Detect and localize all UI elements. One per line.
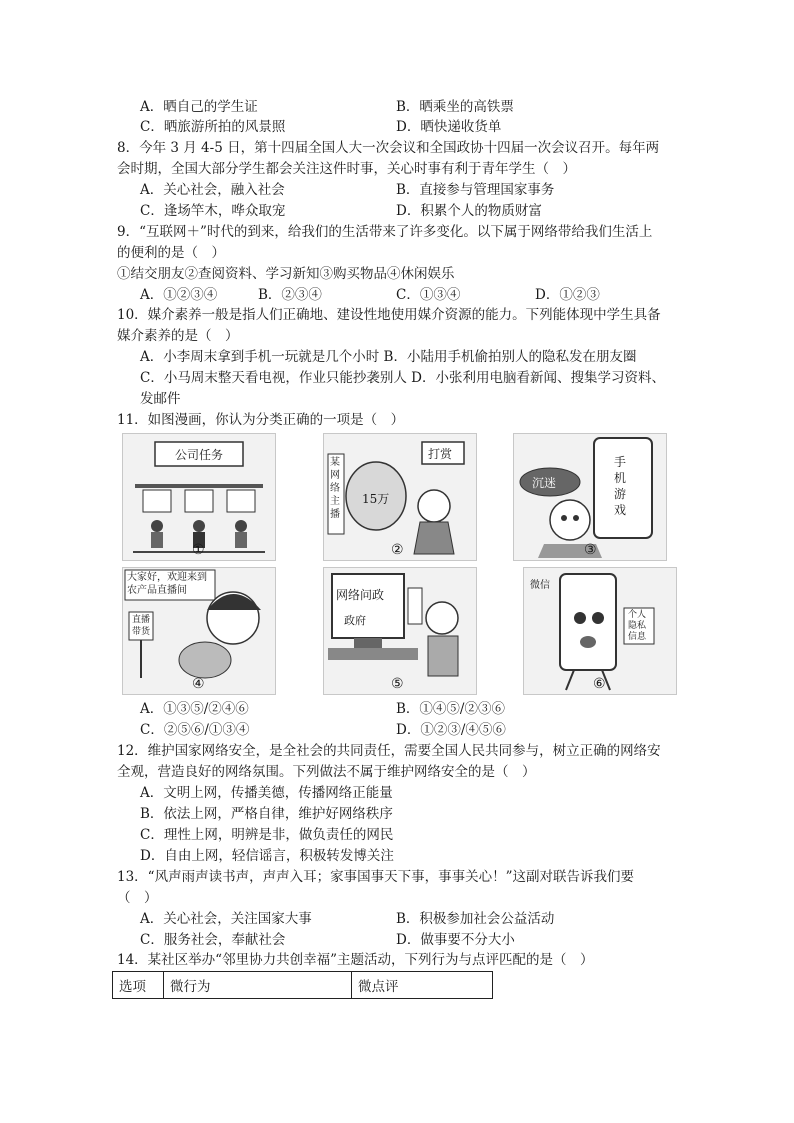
q14-col-behavior: 微行为 [164,972,352,999]
panel-3-phone-text: 手机游戏 [614,455,627,517]
q8-stem-line1: 8．今年 3 月 4-5 日，第十四届全国人大一次会议和全国政协十四届一次会议召开。每年两 [117,140,660,156]
q9-option-b: B．②③④ [258,287,322,303]
q7-option-a: A．晒自己的学生证 [140,99,258,115]
panel-1-number: ① [192,542,205,558]
panel-5-screen-text: 网络问政 [336,588,385,602]
q11-option-d: D．①②③/④⑤⑥ [396,722,506,738]
panel-2-number: ② [391,542,404,558]
panel-4-number: ④ [192,676,205,692]
q12-stem-line2: 全观，营造良好的网络氛围。下列做法不属于维护网络安全的是（ ） [117,764,536,780]
q12-option-a: A．文明上网，传播美德，传播网络正能量 [140,785,393,801]
panel-2-side: 某网络主播 [330,457,340,520]
panel-4-banner-line1: 大家好，欢迎来到 [127,572,207,583]
q9-stem-line1: 9．“互联网＋”时代的到来，给我们的生活带来了许多变化。以下属于网络带给我们生活上 [117,224,653,240]
q11-option-c: C．②⑤⑥/①③④ [140,722,250,738]
q14-table [112,971,493,999]
q13-option-a: A．关心社会，关注国家大事 [140,911,312,927]
q11-option-a: A．①③⑤/②④⑥ [140,701,249,717]
q14-stem: 14．某社区举办“邻里协力共创幸福”主题活动，下列行为与点评匹配的是（ ） [117,952,594,968]
q10-options-ab: A．小李周末拿到手机一玩就是几个小时 B．小陆用手机偷拍别人的隐私发在朋友圈 [140,349,637,365]
panel-6-number: ⑥ [593,676,606,692]
q11-option-b: B．①④⑤/②③⑥ [396,701,505,717]
panel-6-tag: 微信 [530,580,550,591]
q14-table-header-row [113,972,493,999]
q11-stem: 11．如图漫画，你认为分类正确的一项是（ ） [117,412,405,428]
q10-options-cd: C．小马周末整天看电视，作业只能抄袭别人 D．小张利用电脑看新闻、搜集学习资料、 [140,370,665,386]
q7-option-d: D．晒快递收货单 [396,119,502,135]
q13-option-d: D．做事要不分大小 [396,932,515,948]
q12-stem-line1: 12．维护国家网络安全，是全社会的共同责任，需要全国人民共同参与，树立正确的网络安 [117,743,661,759]
q10-option-d-cont: 发邮件 [140,391,181,407]
panel-3-number: ③ [584,542,597,558]
q14-col-comment: 微点评 [352,972,493,999]
q12-option-d: D．自由上网，轻信谣言，积极转发博关注 [140,848,394,864]
panel-2-money: 15万 [362,492,390,506]
q12-option-b: B．依法上网，严格自律，维护好网络秩序 [140,806,393,822]
q8-option-c: C．逢场竿木，哗众取宠 [140,203,286,219]
panel-6-side: 个人隐私信息 [628,610,647,642]
q9-items: ①结交朋友②查阅资料、学习新知③购买物品④休闲娱乐 [117,266,455,282]
q9-option-d: D．①②③ [535,287,600,303]
panel-4-banner-line2: 农产品直播间 [127,585,187,596]
q13-stem-line2: （ ） [117,890,158,906]
panel-3-tag: 沉迷 [532,476,557,490]
q13-option-c: C．服务社会，奉献社会 [140,932,286,948]
q10-stem-line1: 10．媒介素养一般是指人们正确地、建设性地使用媒介资源的能力。下列能体现中学生具备 [117,307,661,323]
q13-option-b: B．积极参加社会公益活动 [396,911,555,927]
q13-stem-line1: 13．“风声雨声读书声，声声入耳；家事国事天下事，事事关心！”这副对联告诉我们要 [117,869,634,885]
panel-5-sub: 政府 [344,614,366,627]
q12-option-c: C．理性上网，明辨是非，做负责任的网民 [140,827,394,843]
q8-option-a: A．关心社会，融入社会 [140,182,285,198]
q8-option-d: D．积累个人的物质财富 [396,203,542,219]
q10-stem-line2: 媒介素养的是（ ） [117,328,239,344]
q9-option-a: A．①②③④ [140,287,218,303]
q9-stem-line2: 的便利的是（ ） [117,245,225,261]
panel-4-sign: 直播带货 [132,615,151,637]
q14-col-option: 选项 [113,972,164,999]
panel-5-number: ⑤ [391,676,404,692]
q7-option-c: C．晒旅游所拍的风景照 [140,119,286,135]
q7-option-b: B．晒乘坐的高铁票 [396,99,514,115]
panel-1-sign: 公司任务 [174,448,223,462]
q9-option-c: C．①③④ [396,287,461,303]
q8-stem-line2: 会时期，全国大部分学生都会关注这件时事，关心时事有利于青年学生（ ） [117,161,576,177]
q8-option-b: B．直接参与管理国家事务 [396,182,555,198]
panel-2-tag: 打赏 [428,447,453,461]
